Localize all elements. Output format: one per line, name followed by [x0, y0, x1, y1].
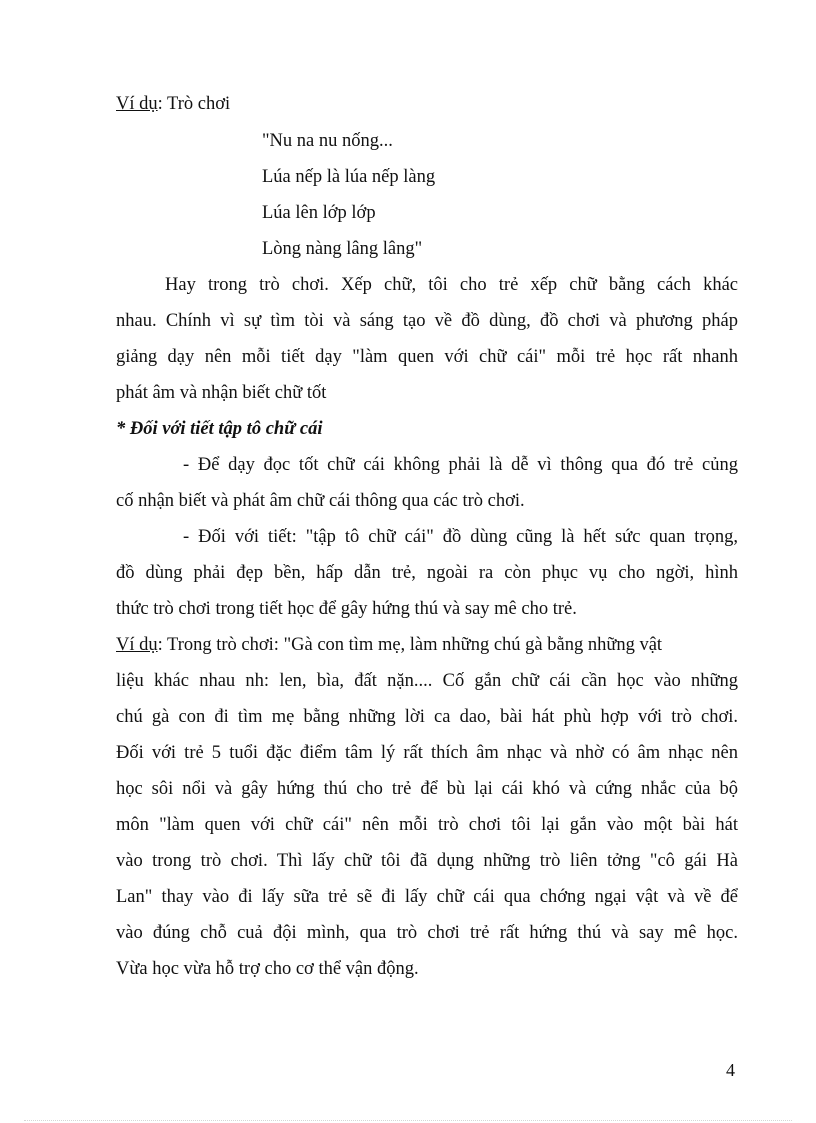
paragraph-line: học sôi nổi và gây hứng thú cho trẻ để bù lại cái khó và cứng nhắc của bộ	[116, 779, 738, 799]
section-heading: * Đối với tiết tập tô chữ cái	[116, 419, 323, 439]
paragraph-line: phát âm và nhận biết chữ tốt	[116, 383, 327, 403]
poem-line: Lúa lên lớp lớp	[262, 203, 376, 223]
paragraph-line: Vừa học vừa hỗ trợ cho cơ thể vận động.	[116, 959, 419, 979]
paragraph-line: chú gà con đi tìm mẹ bằng những lời ca dao, bài hát phù hợp với trò chơi.	[116, 707, 738, 727]
poem-line: Lòng nàng lâng lâng"	[262, 239, 423, 259]
example-2-line	[116, 635, 738, 656]
paragraph-line: vào đúng chỗ cuả đội mình, qua trò chơi trẻ rất hứng thú và say mê học.	[116, 923, 738, 943]
example-1-text: : Trò chơi	[157, 94, 231, 114]
poem-line: "Nu na nu nống...	[262, 131, 393, 151]
bullet-line: - Đối với tiết: "tập tô chữ cái" đồ dùng cũng là hết sức quan trọng,	[183, 527, 738, 547]
bullet-line: cố nhận biết và phát âm chữ cái thông qua các trò chơi.	[116, 491, 525, 511]
paragraph-line: Hay trong trò chơi. Xếp chữ, tôi cho trẻ xếp chữ bằng cách khác	[165, 275, 738, 295]
example-2-label: Ví dụ	[116, 635, 158, 655]
bullet-line: - Để dạy đọc tốt chữ cái không phải là dễ vì thông qua đó trẻ củng	[183, 455, 738, 475]
poem-line: Lúa nếp là lúa nếp làng	[262, 167, 436, 187]
paragraph-line: liệu khác nhau nh: len, bìa, đất nặn.... Cố gắn chữ cái cần học vào những	[116, 671, 738, 691]
page-number: 4	[726, 1060, 735, 1080]
paragraph-line: vào trong trò chơi. Thì lấy chữ tôi đã dụng những trò liên tởng "cô gái Hà	[116, 851, 738, 871]
bullet-line: thức trò chơi trong tiết học để gây hứng thú và say mê cho trẻ.	[116, 599, 577, 619]
bullet-line: đồ dùng phải đẹp bền, hấp dẫn trẻ, ngoài ra còn phục vụ cho ngời, hình	[116, 563, 738, 583]
bottom-divider	[24, 1120, 792, 1121]
example-2-text: : Trong trò chơi: "Gà con tìm mẹ, làm những chú gà bằng những vật	[157, 635, 663, 655]
paragraph-line: Lan" thay vào đi lấy sữa trẻ sẽ đi lấy chữ cái qua chớng ngại vật và về để	[116, 887, 738, 907]
example-1-label: Ví dụ	[116, 94, 158, 114]
paragraph-line: nhau. Chính vì sự tìm tòi và sáng tạo về đồ dùng, đồ chơi và phương pháp	[116, 311, 738, 331]
paragraph-line: giảng dạy nên mỗi tiết dạy "làm quen với chữ cái" mỗi trẻ học rất nhanh	[116, 347, 738, 367]
paragraph-line: môn "làm quen với chữ cái" nên mỗi trò chơi tôi lại gắn vào một bài hát	[116, 815, 738, 835]
example-1-line	[116, 94, 738, 115]
paragraph-line: Đối với trẻ 5 tuổi đặc điểm tâm lý rất thích âm nhạc và nhờ có âm nhạc nên	[116, 743, 738, 763]
